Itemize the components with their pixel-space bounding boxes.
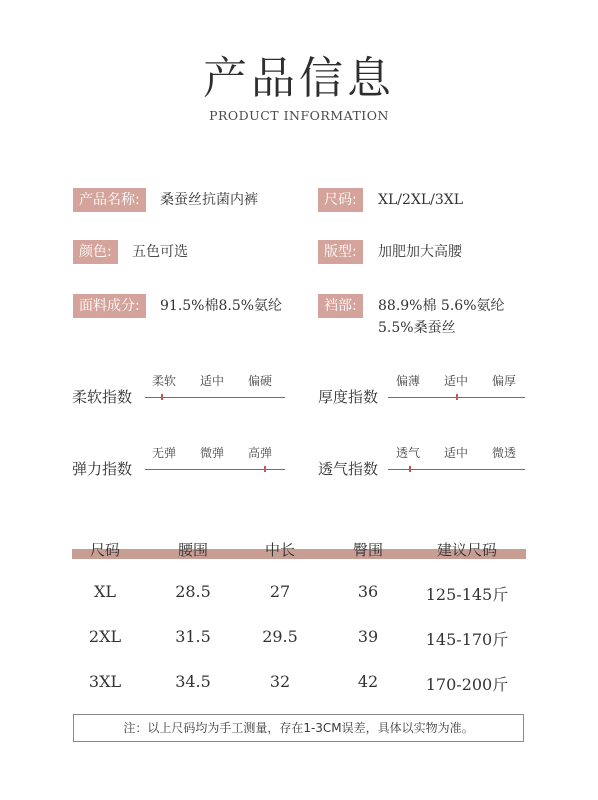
info-label-product-name: 产品名称:: [73, 188, 146, 212]
info-label-crotch: 裆部:: [318, 294, 363, 318]
scale-option: 微弹: [200, 446, 225, 460]
scale-marker: [161, 394, 163, 400]
info-label-fit: 版型:: [318, 240, 363, 264]
scale-option: 偏薄: [396, 374, 421, 388]
table-header-recommended: 建议尺码: [436, 541, 497, 559]
scale-option: 柔软: [152, 374, 177, 388]
scale-option: 微透: [492, 446, 517, 460]
scale-option: 无弹: [152, 446, 177, 460]
scale-option: 偏硬: [248, 374, 273, 388]
table-cell: 125-145斤: [425, 585, 509, 604]
table-cell: 39: [357, 627, 379, 646]
scale-marker: [264, 466, 266, 472]
page-subtitle: PRODUCT INFORMATION: [209, 108, 389, 123]
scale-track: [145, 397, 285, 398]
table-header-hip: 臀围: [352, 541, 383, 559]
scale-option: 高弹: [248, 446, 273, 460]
table-header-length: 中长: [264, 541, 295, 559]
table-cell: 2XL: [88, 627, 122, 646]
scale-label: 弹力指数: [72, 460, 133, 478]
table-cell: 28.5: [175, 582, 211, 601]
page-title: 产品信息: [203, 53, 395, 104]
scale-option: 适中: [200, 374, 225, 388]
scale-option: 透气: [396, 446, 421, 460]
table-header-waist: 腰围: [177, 541, 208, 559]
scale-elasticity: [72, 442, 287, 482]
table-cell: 145-170斤: [425, 630, 509, 649]
info-value-fit: 加肥加大高腰: [378, 244, 462, 260]
table-cell: 32: [269, 672, 291, 691]
table-cell: 31.5: [175, 627, 211, 646]
info-value-fabric: 91.5%棉8.5%氨纶: [160, 298, 283, 314]
scale-option: 适中: [444, 446, 469, 460]
scale-breathability: [318, 442, 528, 482]
scale-marker: [456, 394, 458, 400]
table-row: [0, 582, 598, 604]
table-cell: 27: [269, 582, 291, 601]
info-label-color: 颜色:: [73, 240, 118, 264]
table-cell: 29.5: [262, 627, 298, 646]
table-row: [0, 672, 598, 694]
table-cell: 3XL: [88, 672, 122, 691]
scale-option: 偏厚: [492, 374, 517, 388]
scale-option: 适中: [444, 374, 469, 388]
info-value-color: 五色可选: [132, 244, 188, 260]
table-cell: XL: [93, 582, 116, 601]
info-value-product-name: 桑蚕丝抗菌内裤: [160, 192, 258, 208]
scale-label: 透气指数: [318, 460, 379, 478]
measurement-note: 注：以上尺码均为手工测量，存在1-3CM误差，具体以实物为准。: [73, 714, 524, 742]
scale-softness: [72, 370, 287, 410]
scale-thickness: [318, 370, 528, 410]
table-row: [0, 627, 598, 649]
scale-marker: [409, 466, 411, 472]
scale-label: 厚度指数: [318, 388, 379, 406]
table-cell: 34.5: [175, 672, 211, 691]
info-value-crotch-line1: 88.9%棉 5.6%氨纶: [378, 298, 505, 314]
table-cell: 36: [357, 582, 379, 601]
info-value-crotch-line2: 5.5%桑蚕丝: [378, 320, 456, 336]
scale-label: 柔软指数: [72, 388, 133, 406]
info-label-fabric: 面料成分:: [73, 294, 146, 318]
info-value-size: XL/2XL/3XL: [378, 192, 464, 208]
table-cell: 170-200斤: [425, 675, 509, 694]
table-cell: 42: [357, 672, 379, 691]
table-header-size: 尺码: [89, 541, 120, 559]
info-label-size: 尺码:: [318, 188, 363, 212]
